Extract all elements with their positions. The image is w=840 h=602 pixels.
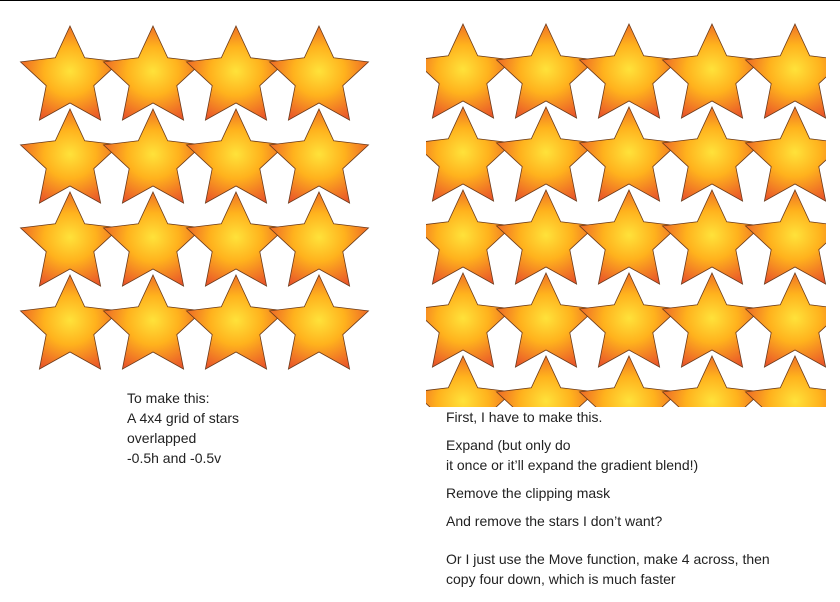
star-shape (663, 107, 762, 201)
star-shape (104, 275, 203, 369)
star-shape (104, 192, 203, 286)
star-shape (270, 275, 369, 369)
star-shape (426, 273, 513, 367)
star-shape (497, 107, 596, 201)
star-shape (497, 24, 596, 118)
star-shape (746, 24, 827, 118)
star-shape (270, 26, 369, 120)
star-shape (663, 273, 762, 367)
star-shape (104, 109, 203, 203)
star-shape (580, 24, 679, 118)
star-shape (580, 107, 679, 201)
star-shape (497, 273, 596, 367)
caption-line: overlapped (127, 430, 197, 446)
star-shape (580, 273, 679, 367)
star-shape (21, 109, 120, 203)
star-pattern-clipped (426, 18, 826, 407)
caption-line: it once or it’ll expand the gradient blend!) (446, 457, 699, 473)
star-shape (497, 190, 596, 284)
star-shape (426, 107, 513, 201)
caption-line: Or I just use the Move function, make 4 across, then (446, 551, 770, 567)
star-shape (746, 190, 827, 284)
star-shape (187, 192, 286, 286)
star-shape (580, 356, 679, 407)
star-shape (663, 24, 762, 118)
star-shape (580, 190, 679, 284)
star-shape (746, 107, 827, 201)
star-shape (270, 109, 369, 203)
caption-line: And remove the stars I don’t want? (446, 513, 663, 529)
caption-line: Expand (but only do (446, 437, 571, 453)
star-shape (187, 109, 286, 203)
caption-line: To make this: (127, 390, 210, 406)
star-shape (746, 356, 827, 407)
star-shape (104, 26, 203, 120)
caption-line: copy four down, which is much faster (446, 571, 676, 587)
star-shape (270, 192, 369, 286)
star-shape (426, 190, 513, 284)
caption-line: A 4x4 grid of stars (127, 410, 240, 426)
left-caption (127, 388, 387, 468)
star-shape (746, 273, 827, 367)
right-caption (446, 407, 836, 589)
star-grid-4x4 (0, 0, 400, 380)
caption-line: Remove the clipping mask (446, 485, 611, 501)
star-shape (21, 26, 120, 120)
star-shape (187, 26, 286, 120)
star-shape (21, 275, 120, 369)
caption-line: -0.5h and -0.5v (127, 450, 222, 466)
star-shape (497, 356, 596, 407)
star-shape (426, 24, 513, 118)
star-shape (21, 192, 120, 286)
star-shape (663, 190, 762, 284)
caption-line: First, I have to make this. (446, 409, 603, 425)
star-shape (663, 356, 762, 407)
star-shape (187, 275, 286, 369)
